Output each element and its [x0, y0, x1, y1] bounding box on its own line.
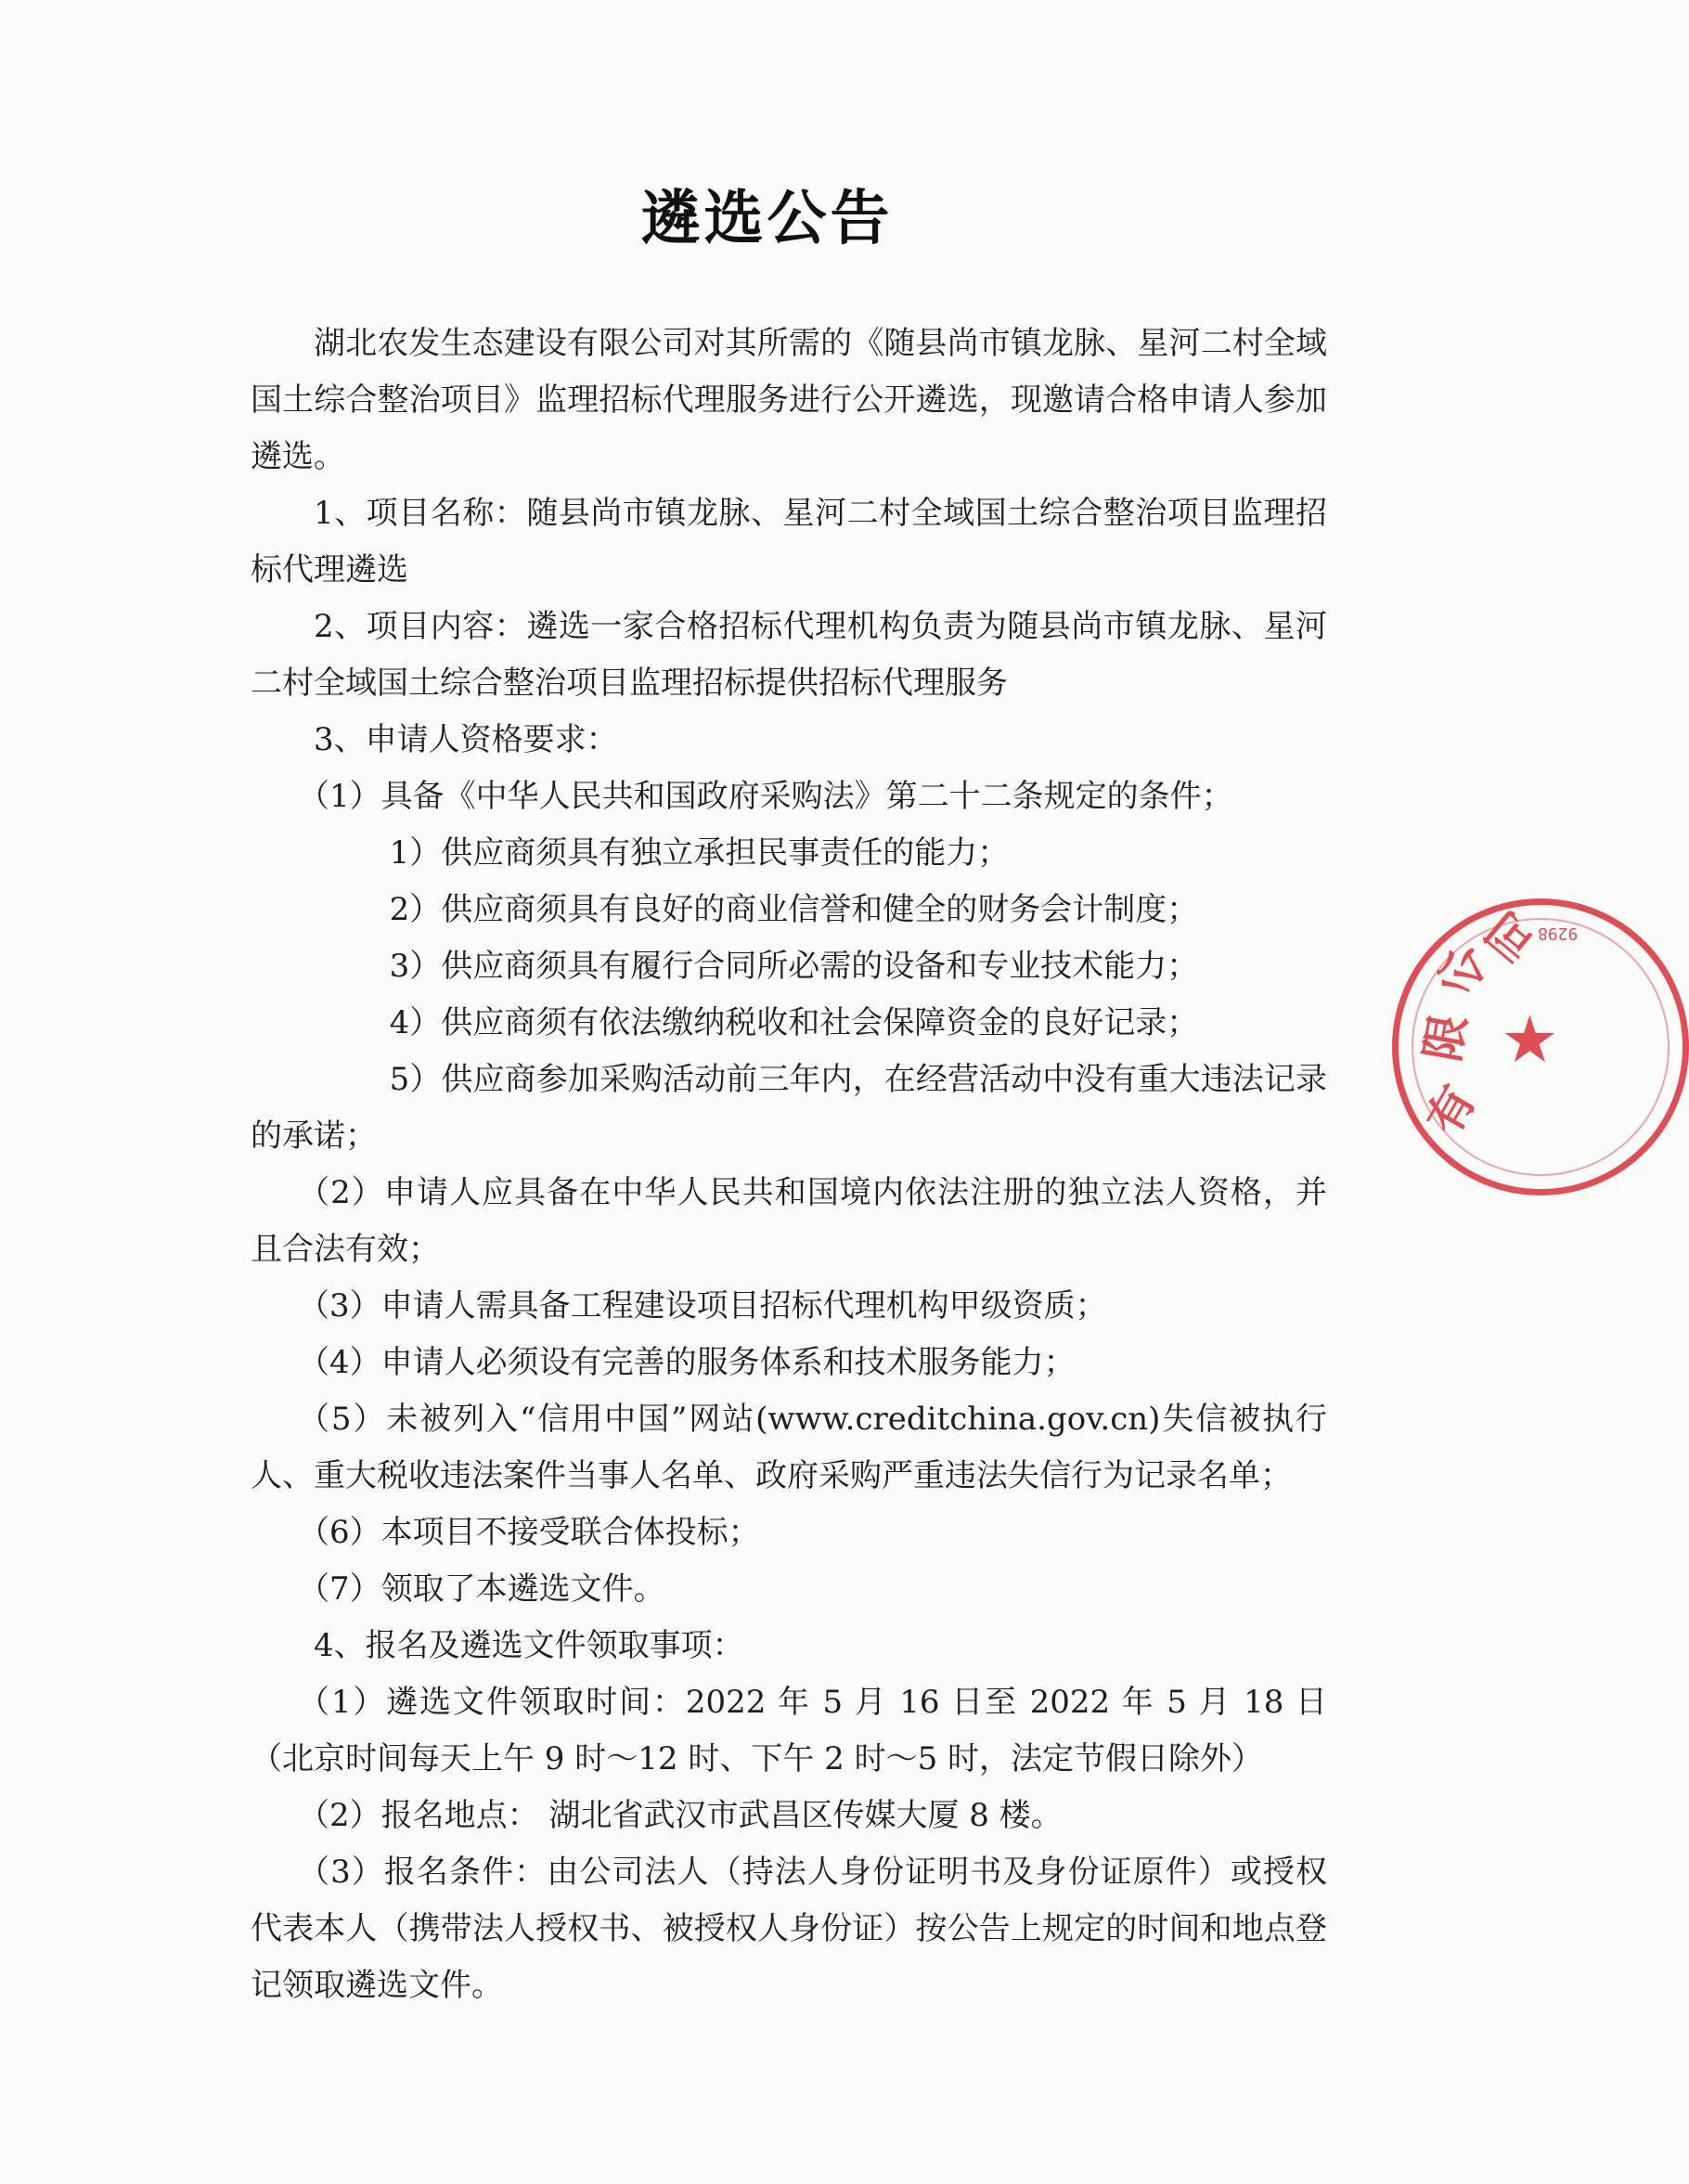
document-paragraph: （3）报名条件：由公司法人（持法人身份证明书及身份证原件）或授权代表本人（携带法人授权书、被授权人身份证）按公告上规定的时间和地点登记领取遴选文件。 [251, 1854, 1327, 2004]
document-paragraph: 3）供应商须具有履行合同所必需的设备和专业技术能力； [389, 948, 1199, 985]
document-paragraph: （5）未被列入“信用中国”网站(www.creditchina.gov.cn)失信被执行人、重大税收违法案件当事人名单、政府采购严重违法失信行为记录名单； [251, 1401, 1327, 1494]
document-paragraph: 2、项目内容：遴选一家合格招标代理机构负责为随县尚市镇龙脉、星河二村全域国土综合整治项目监理招标提供招标代理服务 [251, 608, 1327, 702]
document-paragraph: 1）供应商须具有独立承担民事责任的能力； [389, 834, 1010, 872]
document-paragraph: 2）供应商须具有良好的商业信誉和健全的财务会计制度； [389, 891, 1199, 928]
document-paragraph: （4）申请人必须设有完善的服务体系和技术服务能力； [298, 1344, 1076, 1381]
document-paragraph: （1）具备《中华人民共和国政府采购法》第二十二条规定的条件； [298, 778, 1233, 815]
document-paragraph: （1）遴选文件领取时间：2022 年 5 月 16 日至 2022 年 5 月 18 日（北京时间每天上午 9 时～12 时、下午 2 时～5 时，法定节假日除外） [251, 1684, 1327, 1777]
company-seal-stamp [1392, 898, 1689, 1195]
seal-char: 有 [1416, 1076, 1487, 1144]
document-paragraph: 5）供应商参加采购活动前三年内，在经营活动中没有重大违法记录的承诺； [251, 1061, 1327, 1155]
seal-star-icon: ★ [1501, 1002, 1559, 1078]
document-paragraph: （7）领取了本遴选文件。 [298, 1570, 665, 1608]
document-paragraph: 1、项目名称：随县尚市镇龙脉、星河二村全域国土综合整治项目监理招标代理遴选 [251, 495, 1327, 588]
seal-char: 限 [1415, 1010, 1476, 1066]
seal-char: 司 [1476, 899, 1546, 972]
document-paragraph: （3）申请人需具备工程建设项目招标代理机构甲级资质； [298, 1287, 1107, 1325]
document-paragraph: 3、申请人资格要求： [314, 721, 618, 758]
document-paragraph: 4、报名及遴选文件领取事项： [314, 1627, 744, 1664]
document-paragraph: 4）供应商须有依法缴纳税收和社会保障资金的良好记录； [389, 1004, 1199, 1041]
document-paragraph: 湖北农发生态建设有限公司对其所需的《随县尚市镇龙脉、星河二村全域国土综合整治项目》监理招标代理服务进行公开遴选，现邀请合格申请人参加遴选。 [251, 325, 1327, 475]
document-paragraph: （2）申请人应具备在中华人民共和国境内依法注册的独立法人资格，并且合法有效； [251, 1174, 1327, 1268]
document-paragraph: （6）本项目不接受联合体投标； [298, 1514, 760, 1551]
document-body [251, 316, 1327, 2014]
seal-code: 9298 [1538, 924, 1579, 943]
page-title: 遴选公告 [640, 184, 894, 253]
document-paragraph: （2）报名地点： 湖北省武汉市武昌区传媒大厦 8 楼。 [298, 1797, 1063, 1834]
seal-char: 公 [1427, 939, 1494, 1002]
